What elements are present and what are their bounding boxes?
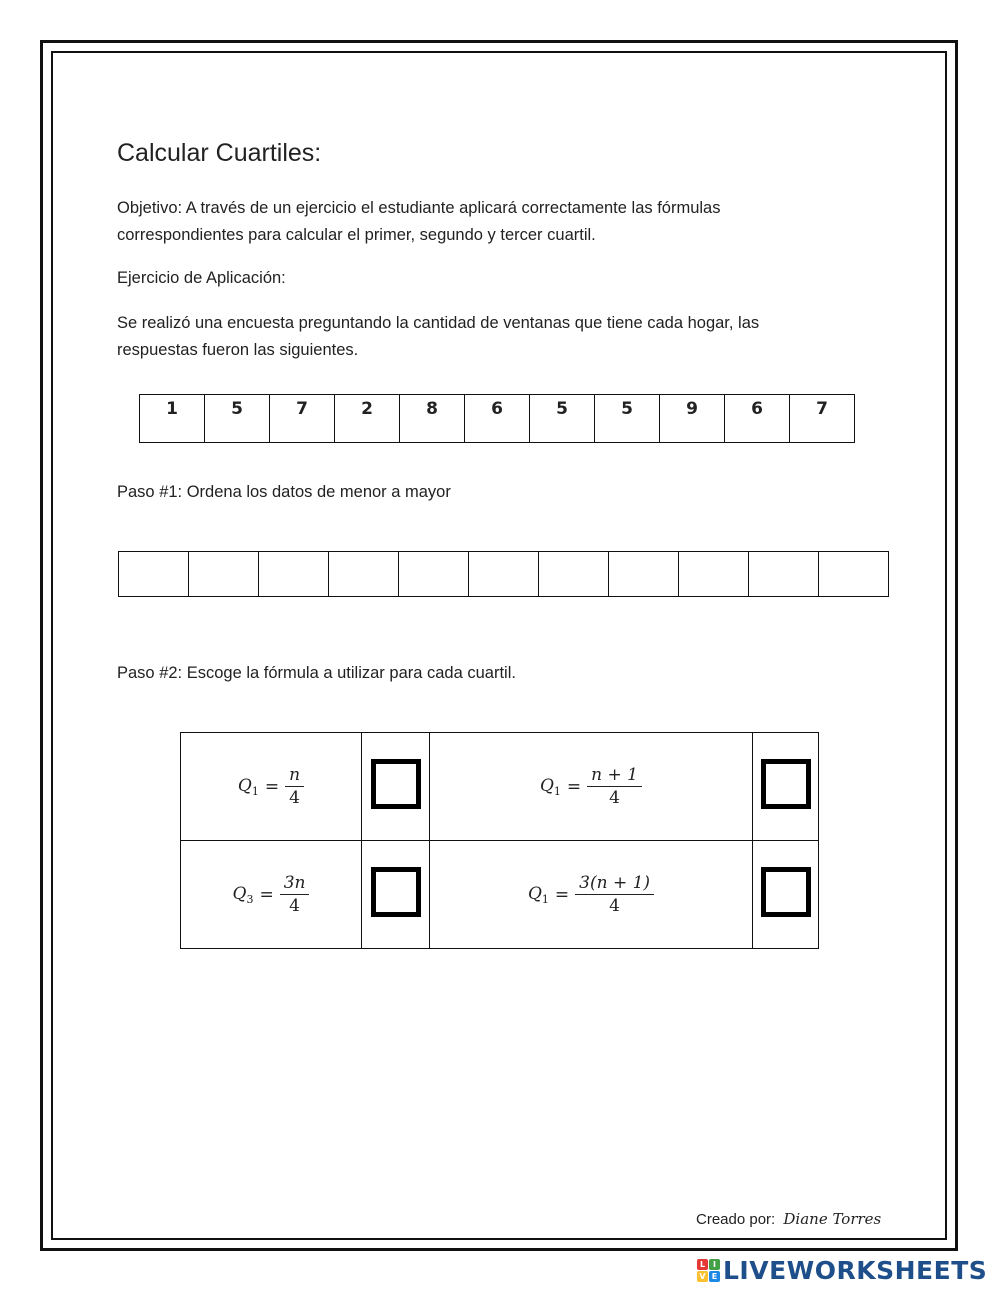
- author-credit: [696, 1210, 881, 1228]
- sorted-value-input-9[interactable]: [679, 551, 752, 597]
- checkbox-cell: [753, 841, 819, 949]
- formula-selection-table: [180, 732, 819, 949]
- sort-cell: [469, 552, 539, 597]
- step2-instruction: Paso #2: Escoge la fórmula a utilizar para cada cuartil.: [117, 664, 516, 682]
- sorted-value-input-1[interactable]: [119, 551, 192, 597]
- credit-label: Creado por:: [696, 1211, 776, 1228]
- sorted-value-input-6[interactable]: [469, 551, 542, 597]
- checkbox-cell: [753, 733, 819, 841]
- data-cell: 5: [205, 395, 270, 443]
- step1-instruction: Paso #1: Ordena los datos de menor a mayor: [117, 483, 451, 501]
- worksheet-title: Calcular Cuartiles:: [117, 139, 322, 167]
- formula-q3-3n-over-4: $Q_3$ = $\frac{3n}{4}$: [233, 872, 310, 917]
- formula-checkbox-1[interactable]: [371, 759, 421, 809]
- sort-cell: [679, 552, 749, 597]
- formula-checkbox-4[interactable]: [761, 867, 811, 917]
- data-cell: 6: [725, 395, 790, 443]
- sort-cell: [539, 552, 609, 597]
- data-cell: 7: [270, 395, 335, 443]
- sorted-value-input-2[interactable]: [189, 551, 262, 597]
- sort-cell: [119, 552, 189, 597]
- formula-cell: [430, 841, 753, 949]
- liveworksheets-watermark: [697, 1256, 987, 1285]
- exercise-heading: Ejercicio de Aplicación:: [117, 269, 286, 287]
- data-cell: 6: [465, 395, 530, 443]
- formula-checkbox-3[interactable]: [371, 867, 421, 917]
- data-cell: 8: [400, 395, 465, 443]
- sort-cell: [399, 552, 469, 597]
- sort-cell: [609, 552, 679, 597]
- liveworksheets-logo-icon: L I V E: [697, 1259, 720, 1282]
- problem-statement: Se realizó una encuesta preguntando la cantidad de ventanas que tiene cada hogar, las respuestas fueron las siguientes.: [117, 314, 760, 359]
- sorted-value-input-5[interactable]: [399, 551, 472, 597]
- data-cell: 5: [530, 395, 595, 443]
- sorted-value-input-3[interactable]: [259, 551, 332, 597]
- data-cell: 7: [790, 395, 855, 443]
- formula-checkbox-2[interactable]: [761, 759, 811, 809]
- formula-cell: [181, 841, 362, 949]
- sort-cell: [749, 552, 819, 597]
- sorted-value-input-10[interactable]: [749, 551, 822, 597]
- sort-cell: [259, 552, 329, 597]
- sort-cell: [819, 552, 889, 597]
- data-cell: 2: [335, 395, 400, 443]
- data-cell: 9: [660, 395, 725, 443]
- data-cell: 1: [140, 395, 205, 443]
- sorted-data-table: [118, 551, 889, 597]
- sorted-value-input-7[interactable]: [539, 551, 612, 597]
- data-cell: 5: [595, 395, 660, 443]
- checkbox-cell: [362, 841, 430, 949]
- sorted-value-input-4[interactable]: [329, 551, 402, 597]
- objective-text: Objetivo: A través de un ejercicio el estudiante aplicará correctamente las fórmulas correspondientes para calcular el primer, segundo y tercer cuartil.: [117, 199, 721, 244]
- author-signature: Diane Torres: [783, 1210, 882, 1228]
- sorted-value-input-8[interactable]: [609, 551, 682, 597]
- formula-q1-n-plus-1-over-4: $Q_1$ = $\frac{n + 1}{4}$: [540, 764, 642, 809]
- sort-cell: [329, 552, 399, 597]
- formula-q1-n-over-4: $Q_1$ = $\frac{n}{4}$: [238, 764, 304, 809]
- sorted-value-input-11[interactable]: [819, 551, 892, 597]
- formula-cell: [430, 733, 753, 841]
- watermark-text: LIVEWORKSHEETS: [723, 1256, 988, 1285]
- checkbox-cell: [362, 733, 430, 841]
- formula-cell: [181, 733, 362, 841]
- formula-q1-3-n-plus-1-over-4: $Q_1$ = $\frac{3(n + 1)}{4}$: [528, 872, 654, 917]
- survey-data-table: [139, 394, 855, 443]
- sort-cell: [189, 552, 259, 597]
